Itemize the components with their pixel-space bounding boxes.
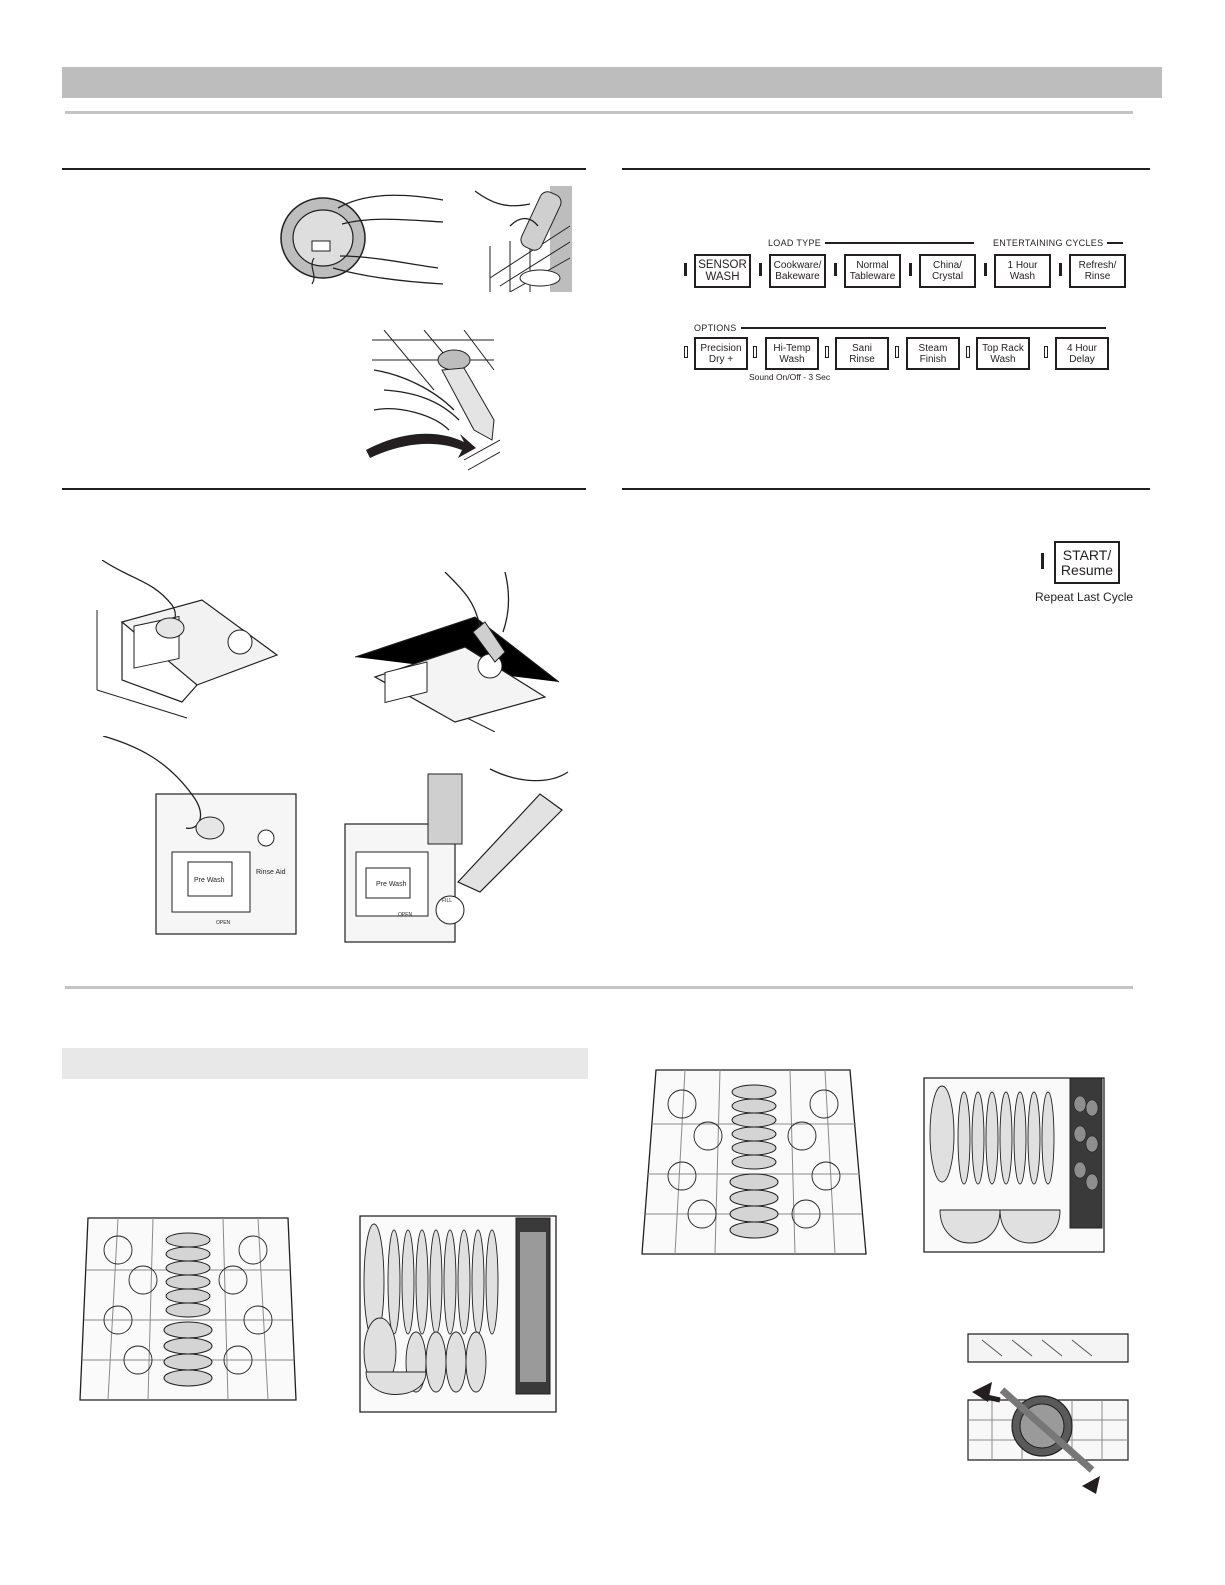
rinse-aid-dispenser-fill-illustration — [340, 764, 570, 944]
china-crystal-button[interactable]: China/ Crystal — [919, 254, 976, 288]
top-rack-wash-button[interactable]: Top Rack Wash — [976, 337, 1030, 370]
section-divider-mid-right — [622, 488, 1150, 490]
cookware-bakeware-button[interactable]: Cookware/ Bakeware — [769, 254, 826, 288]
scrape-plate-illustration — [278, 186, 446, 292]
group-label-load-type: LOAD TYPE — [768, 238, 974, 248]
sani-rinse-button[interactable]: Sani Rinse — [835, 337, 889, 370]
section-divider-top-right — [622, 168, 1150, 170]
indicator-light — [1044, 346, 1048, 358]
one-hour-wash-button[interactable]: 1 Hour Wash — [994, 254, 1051, 288]
detergent-dispenser-pac-illustration — [92, 560, 280, 720]
indicator-light — [1059, 263, 1062, 276]
four-hour-delay-button[interactable]: 4 Hour Delay — [1055, 337, 1109, 370]
open-label: OPEN — [216, 920, 231, 926]
indicator-light — [834, 263, 837, 276]
refresh-rinse-button[interactable]: Refresh/ Rinse — [1069, 254, 1126, 288]
precision-dry-button[interactable]: Precision Dry + — [694, 337, 748, 370]
sensor-wash-button[interactable]: SENSOR WASH — [694, 254, 751, 288]
subsection-shaded-bar — [62, 1048, 588, 1079]
page-header-bar — [62, 67, 1162, 98]
indicator-light — [966, 346, 970, 358]
group-label-options: OPTIONS — [694, 323, 1106, 333]
pre-wash-label: Pre Wash — [376, 881, 407, 888]
rinse-aid-label: Rinse Aid — [256, 869, 286, 876]
steam-finish-button[interactable]: Steam Finish — [906, 337, 960, 370]
fill-label: FILL — [442, 898, 453, 904]
upper-rack-load-illustration-left — [78, 1210, 298, 1418]
upper-rack-load-illustration-right — [640, 1064, 868, 1272]
indicator-light — [684, 346, 688, 358]
lower-rack-load-illustration-right — [920, 1074, 1108, 1258]
pre-wash-label: Pre Wash — [194, 877, 225, 884]
normal-tableware-button[interactable]: Normal Tableware — [844, 254, 901, 288]
indicator-light — [984, 263, 987, 276]
indicator-light — [895, 346, 899, 358]
section-rule-bottom — [65, 986, 1133, 989]
indicator-light — [759, 263, 762, 276]
start-resume-button[interactable]: START/ Resume — [1054, 541, 1120, 584]
indicator-light — [909, 263, 912, 276]
section-divider-top-left — [62, 168, 586, 170]
open-label: OPEN — [398, 912, 413, 918]
load-glass-illustration — [470, 186, 572, 292]
sound-toggle-note: Sound On/Off - 3 Sec — [749, 372, 831, 382]
repeat-last-cycle-label: Repeat Last Cycle — [1035, 590, 1134, 604]
spray-arm-illustration — [364, 330, 500, 474]
hi-temp-wash-button[interactable]: Hi-Temp Wash — [765, 337, 819, 370]
header-rule — [65, 111, 1133, 114]
indicator-light — [753, 346, 757, 358]
lower-rack-load-illustration-left — [356, 1212, 562, 1420]
detergent-dispenser-prewash-illustration — [98, 736, 298, 936]
indicator-light — [684, 263, 687, 276]
start-indicator-light — [1041, 553, 1044, 569]
adjustable-rack-illustration — [962, 1330, 1132, 1500]
section-divider-mid-left — [62, 488, 586, 490]
rinse-aid-fill-illustration — [355, 572, 559, 732]
indicator-light — [825, 346, 829, 358]
group-label-entertaining-cycles: ENTERTAINING CYCLES — [993, 238, 1123, 248]
